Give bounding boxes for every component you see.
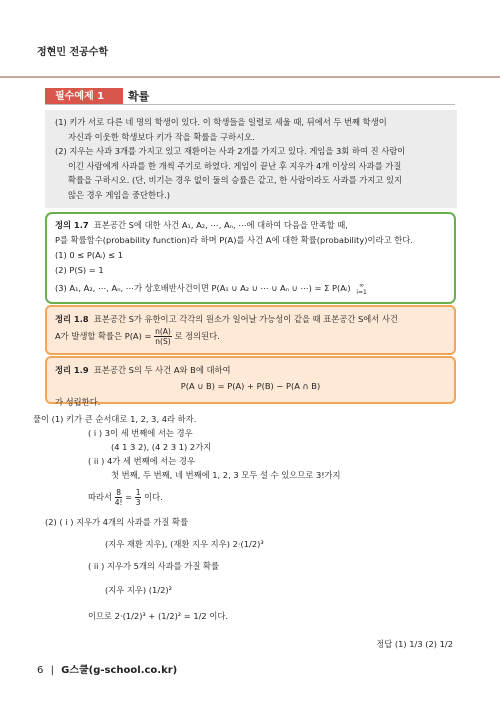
theorem-1-8-label: 정리 1.8	[55, 314, 89, 324]
header-rule	[0, 76, 500, 78]
definition-1-7-box	[45, 212, 456, 304]
solution	[33, 412, 453, 651]
footer-brand: G스쿨(g-school.co.kr)	[61, 665, 178, 676]
theorem-1-8-line-2: A가 발생할 확률은 P(A) =	[55, 331, 152, 341]
equals-sign: =	[125, 492, 133, 502]
sum-upper-limit: ∞	[359, 281, 365, 289]
solution-line-5: 첫 번째, 두 번째, 네 번째에 1, 2, 3 모두 설 수 있으므로 3!가지	[111, 470, 341, 480]
definition-label: 정의 1.7	[55, 220, 89, 230]
problem-2-line-1: (2) 지우는 사과 3개를 가지고 있고 재환이는 사과 2개를 가지고 있다. 게임을 3회 하여 진 사람이	[55, 146, 406, 156]
page-number: 6	[37, 665, 44, 676]
problem-2-line-3: 확률을 구하시오. (단, 비기는 경우 없이 둘의 승률은 같고, 한 사람이라도 사과를 가지고 있지	[68, 175, 402, 185]
definition-line-2: P를 확률함수(probability function)라 하며 P(A)를 사건 A에 대한 확률(probability)이라고 한다.	[55, 235, 413, 245]
fraction-denominator: 3	[135, 498, 141, 507]
solution-line-6: 따라서	[88, 492, 113, 502]
problem-2-line-4: 않은 경우 게임을 중단한다.)	[68, 189, 170, 200]
theorem-1-9-label: 정리 1.9	[55, 365, 89, 375]
fraction-denominator: 4!	[114, 498, 123, 507]
fraction-denominator: n(S)	[155, 337, 171, 346]
definition-line-1: 표본공간 S에 대한 사건 A₁, A₂, ⋯, Aₙ, ⋯에 대하여 다음을 만족할 때,	[93, 220, 348, 230]
title-underline	[45, 104, 455, 105]
solution-line-8: (지우 재환 지우), (재환 지우 지우) 2·(1/2)³	[105, 539, 264, 549]
problem-1-line-2: 자신과 이웃한 학생보다 키가 작을 확률을 구하시오.	[68, 131, 255, 142]
theorem-1-9-line-1: 표본공간 S의 두 사건 A와 B에 대하여	[93, 365, 231, 375]
definition-condition-2: (2) P(S) = 1	[55, 265, 104, 275]
theorem-1-8-line-1: 표본공간 S가 유한이고 각각의 원소가 일어날 가능성이 같을 때 표본공간 S에서 사건	[93, 314, 398, 324]
definition-condition-1: (1) 0 ≤ P(Aᵢ) ≤ 1	[55, 250, 124, 260]
definition-condition-3: (3) A₁, A₂, ⋯, Aₙ, ⋯가 상호배반사건이면 P(A₁ ∪ A₂ ∪ ⋯ ∪ Aₙ ∪ ⋯) = Σ P(Aᵢ)	[55, 283, 351, 293]
running-header: 정현민 전공수학	[37, 47, 109, 58]
example-title: 확률	[128, 90, 150, 103]
fraction-numerator: 8	[116, 488, 121, 497]
problem-2-line-2: 이긴 사람에게 사과를 한 개씩 주기로 하였다. 게임이 끝난 후 지우가 4개 이상의 사과를 가질	[68, 160, 402, 171]
solution-line-11: 이므로 2·(1/2)³ + (1/2)² = 1/2 이다.	[88, 611, 229, 621]
solution-line-3: (4 1 3 2), (4 2 3 1) 2가지	[111, 442, 212, 452]
example-badge: 필수예제 1	[45, 88, 123, 105]
theorem-1-9-line-3: 가 성립한다.	[55, 397, 101, 407]
solution-line-2: ( i ) 3이 세 번째에 서는 경우	[88, 428, 193, 438]
solution-line-4: ( ii ) 4가 세 번째에 서는 경우	[88, 456, 195, 466]
solution-line-10: (지우 지우) (1/2)²	[105, 585, 172, 595]
solution-line-7: (2) ( i ) 지우가 4개의 사과를 가질 확률	[45, 517, 189, 527]
problem-1-line-1: (1) 키가 서로 다른 네 명의 학생이 있다. 이 학생들을 일렬로 세울 때, 뒤에서 두 번째 학생이	[55, 117, 387, 127]
theorem-1-8-box	[45, 305, 456, 355]
problem-box	[45, 110, 457, 208]
sum-lower-limit: i=1	[356, 288, 367, 296]
theorem-1-9-formula: P(A ∪ B) = P(A) + P(B) − P(A ∩ B)	[180, 381, 321, 391]
theorem-1-9-box	[45, 356, 456, 407]
theorem-1-8-line-2-end: 로 정의된다.	[174, 331, 220, 341]
solution-line-9: ( ii ) 지우가 5개의 사과를 가질 확률	[88, 561, 220, 571]
solution-line-6-end: 이다.	[144, 492, 163, 502]
fraction-numerator: 1	[135, 488, 141, 497]
fraction-numerator: n(A)	[155, 327, 171, 336]
page-footer: 6 | G스쿨(g-school.co.kr)	[37, 665, 178, 676]
solution-line-1: 풀이 (1) 키가 큰 순서대로 1, 2, 3, 4라 하자.	[33, 414, 197, 424]
answer: 정답 (1) 1/3 (2) 1/2	[376, 639, 453, 649]
